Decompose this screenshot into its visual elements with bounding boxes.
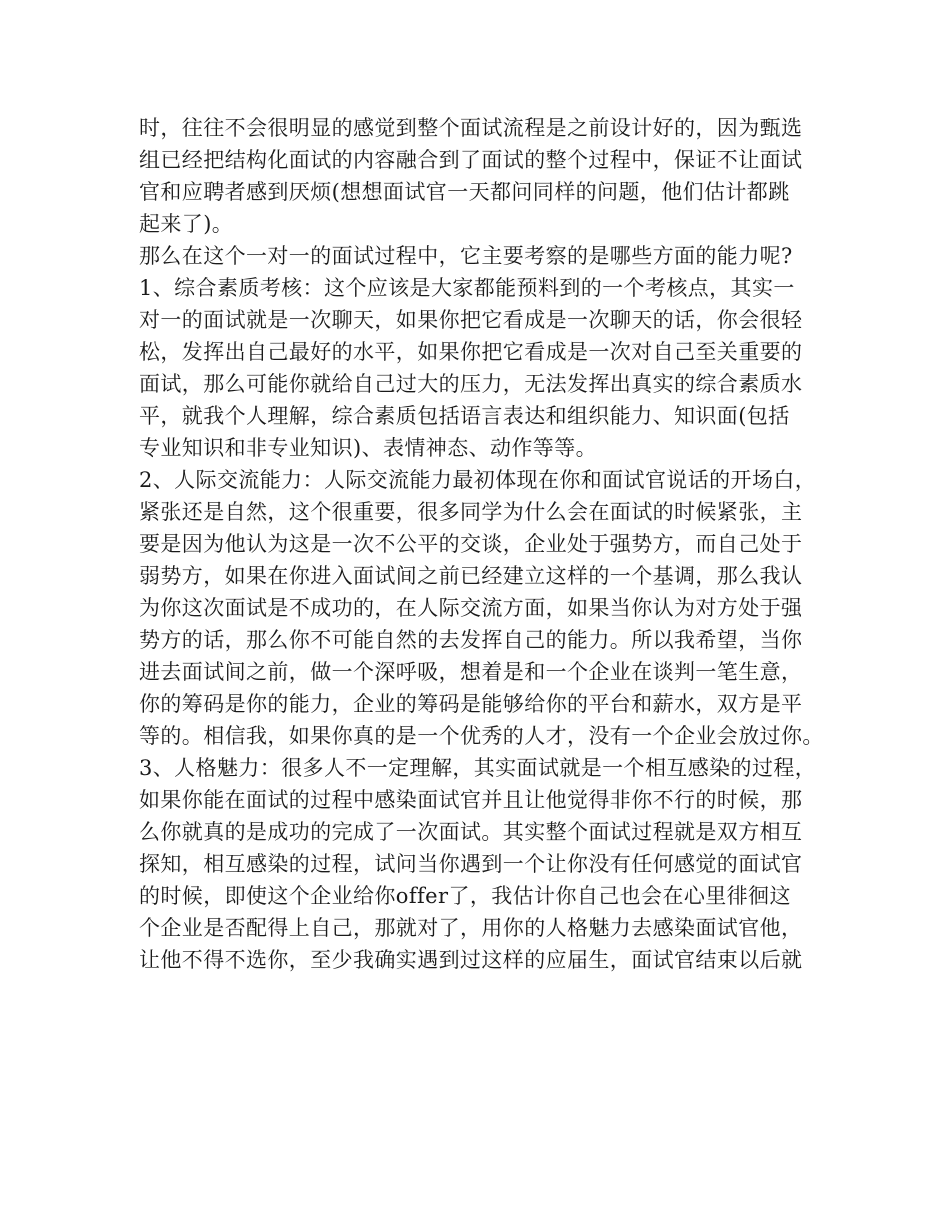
text-line: 的时候，即使这个企业给你offer了，我估计你自己也会在心里徘徊这 xyxy=(139,884,791,908)
text-line: 2、人际交流能力：人际交流能力最初体现在你和面试官说话的开场白， xyxy=(139,468,817,492)
text-line: 如果你能在面试的过程中感染面试官并且让他觉得非你不行的时候，那 xyxy=(139,788,803,812)
text-line: 松，发挥出自己最好的水平，如果你把它看成是一次对自己至关重要的 xyxy=(139,340,803,364)
text-line: 要是因为他认为这是一次不公平的交谈，企业处于强势方，而自己处于 xyxy=(139,532,803,556)
text-line: 1、综合素质考核：这个应该是大家都能预料到的一个考核点，其实一 xyxy=(139,276,795,300)
text-line: 等的。相信我，如果你真的是一个优秀的人才，没有一个企业会放过你。 xyxy=(139,724,824,748)
text-line: 弱势方，如果在你进入面试间之前已经建立这样的一个基调，那么我认 xyxy=(139,564,803,588)
text-line: 那么在这个一对一的面试过程中，它主要考察的是哪些方面的能力呢? xyxy=(139,244,793,268)
text-line: 探知，相互感染的过程，试问当你遇到一个让你没有任何感觉的面试官 xyxy=(139,852,803,876)
text-line: 么你就真的是成功的完成了一次面试。其实整个面试过程就是双方相互 xyxy=(139,820,803,844)
text-line: 面试，那么可能你就给自己过大的压力，无法发挥出真实的综合素质水 xyxy=(139,372,803,396)
text-line: 专业知识和非专业知识)、表情神态、动作等等。 xyxy=(139,436,597,460)
text-line: 官和应聘者感到厌烦(想想面试官一天都问同样的问题，他们估计都跳 xyxy=(139,180,790,204)
text-line: 你的筹码是你的能力，企业的筹码是能够给你的平台和薪水，双方是平 xyxy=(139,692,803,716)
text-line: 势方的话，那么你不可能自然的去发挥自己的能力。所以我希望，当你 xyxy=(139,628,803,652)
text-line: 进去面试间之前，做一个深呼吸，想着是和一个企业在谈判一笔生意， xyxy=(139,660,803,684)
text-line: 平，就我个人理解，综合素质包括语言表达和组织能力、知识面(包括 xyxy=(139,404,790,428)
text-line: 为你这次面试是不成功的，在人际交流方面，如果当你认为对方处于强 xyxy=(139,596,803,620)
text-line: 时，往往不会很明显的感觉到整个面试流程是之前设计好的，因为甄选 xyxy=(139,116,803,140)
text-line: 让他不得不选你，至少我确实遇到过这样的应届生，面试官结束以后就 xyxy=(139,948,803,972)
text-line: 个企业是否配得上自己，那就对了，用你的人格魅力去感染面试官他， xyxy=(139,916,803,940)
text-line: 紧张还是自然，这个很重要，很多同学为什么会在面试的时候紧张，主 xyxy=(139,500,803,524)
text-line: 对一的面试就是一次聊天，如果你把它看成是一次聊天的话，你会很轻 xyxy=(139,308,803,332)
document-body xyxy=(139,112,829,976)
text-line: 起来了)。 xyxy=(139,212,234,236)
text-line: 3、人格魅力：很多人不一定理解，其实面试就是一个相互感染的过程， xyxy=(139,756,817,780)
text-line: 组已经把结构化面试的内容融合到了面试的整个过程中，保证不让面试 xyxy=(139,148,803,172)
